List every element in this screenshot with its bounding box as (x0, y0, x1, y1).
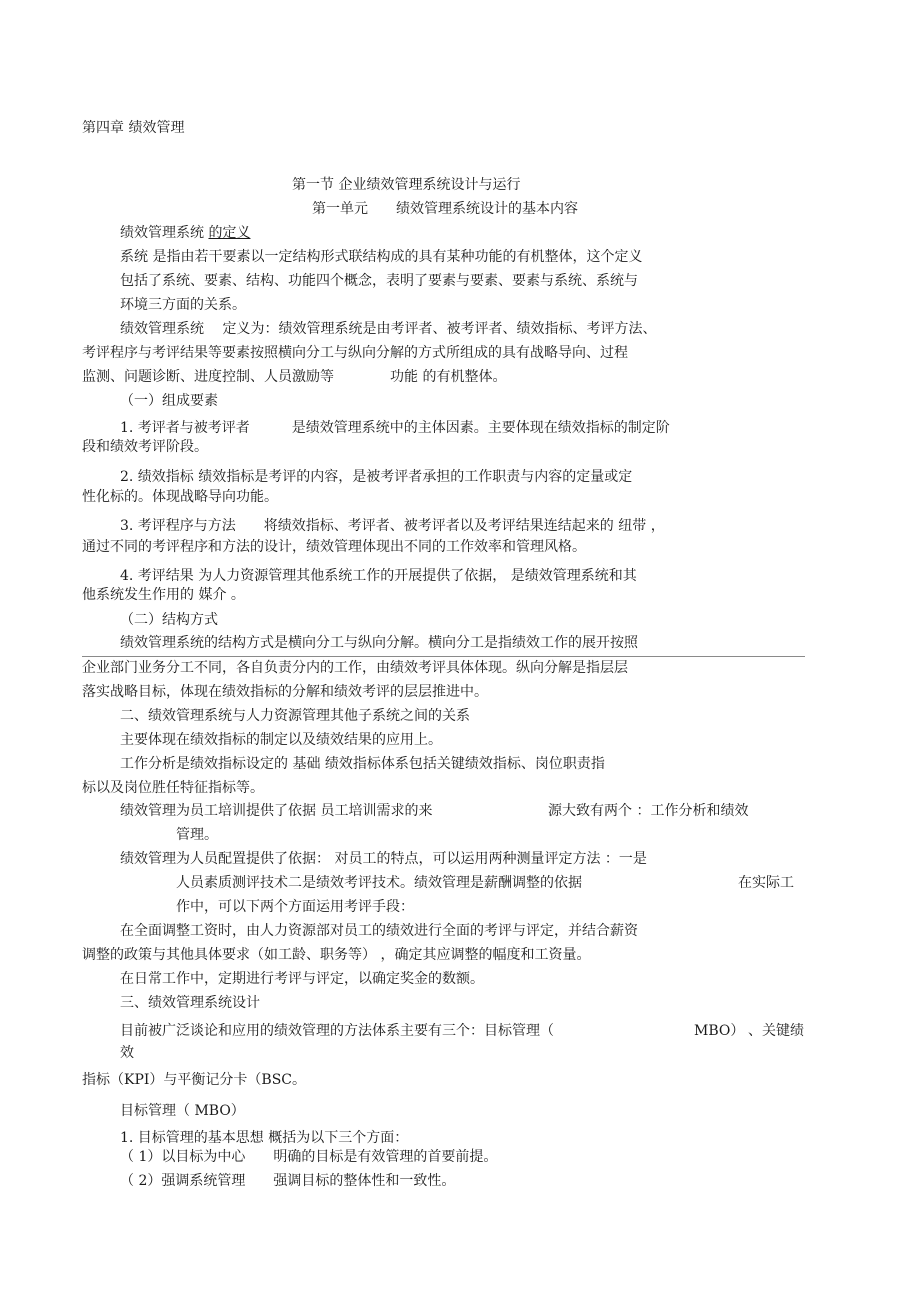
unit-title: 第一单元 绩效管理系统设计的基本内容 (312, 201, 578, 217)
structure-line: 企业部门业务分工不同，各自负责分内的工作，由绩效考评具体体现。纵向分解是指层层 (82, 660, 628, 676)
pm-definition-line: 考评程序与考评结果等要素按照横向分工与纵向分解的方式所组成的具有战略导向、过程 (82, 345, 628, 361)
staffing-line: 人员素质测评技术二是绩效考评技术。绩效管理是薪酬调整的依据 (176, 875, 582, 891)
component-item-line: 性化标的。体现战略导向功能。 (82, 489, 278, 505)
component-item-line: 他系统发生作用的 媒介 。 (82, 587, 245, 603)
salary-line: 在日常工作中，定期进行考评与评定，以确定奖金的数额。 (120, 971, 484, 987)
training-line: 管理。 (176, 827, 218, 843)
relation-line: 标以及岗位胜任特征指标等。 (82, 780, 264, 796)
system-line: 包括了系统、要素、结构、功能四个概念，表明了要素与要素、要素与系统、系统与 (120, 273, 638, 289)
methods-line: 效 (120, 1045, 134, 1061)
definition-heading (120, 224, 250, 242)
chapter-title: 第四章 绩效管理 (82, 120, 185, 136)
design-heading: 三、绩效管理系统设计 (120, 995, 260, 1011)
component-item-line: 段和绩效考评阶段。 (82, 439, 208, 455)
relation-line: 主要体现在绩效指标的制定以及绩效结果的应用上。 (120, 732, 442, 748)
mbo-point-line: （ 1）以目标为中心 明确的目标是有效管理的首要前提。 (120, 1149, 498, 1165)
staffing-line: 作中，可以下两个方面运用考评手段： (176, 899, 414, 915)
methods-line: 目前被广泛谈论和应用的绩效管理的方法体系主要有三个：目标管理（ (120, 1023, 554, 1039)
system-line: 系统 是指由若干要素以一定结构形式联结构成的具有某种功能的有机整体，这个定义 (120, 249, 643, 265)
methods-line: 、关键绩 (748, 1023, 804, 1039)
component-item-line: 2. 绩效指标 绩效指标是考评的内容，是被考评者承担的工作职责与内容的定量或定 (120, 469, 633, 485)
component-item-line: 通过不同的考评程序和方法的设计，绩效管理体现出不同的工作效率和管理风格。 (82, 539, 586, 555)
definition-heading-text: 绩效管理系统 (120, 225, 209, 241)
training-line: 绩效管理为员工培训提供了依据 员工培训需求的来 (120, 803, 433, 819)
salary-line: 调整的政策与其他具体要求（如工龄、职务等） ，确定其应调整的幅度和工资量。 (82, 947, 591, 963)
relation-heading: 二、绩效管理系统与人力资源管理其他子系统之间的关系 (120, 708, 470, 724)
relation-line: 工作分析是绩效指标设定的 基础 绩效指标体系包括关键绩效指标、岗位职责指 (120, 756, 605, 772)
component-item-line: 4. 考评结果 为人力资源管理其他系统工作的开展提供了依据， 是绩效管理系统和其 (120, 568, 637, 584)
component-item-line: 1. 考评者与被考评者 是绩效管理系统中的主体因素。主要体现在绩效指标的制定阶 (120, 420, 670, 436)
methods-line: MBO） (694, 1023, 745, 1039)
structure-line: 绩效管理系统的结构方式是横向分工与纵向分解。横向分工是指绩效工作的展开按照 (120, 635, 638, 651)
mbo-point-line: （ 2）强调系统管理 强调目标的整体性和一致性。 (120, 1173, 456, 1189)
section-title: 第一节 企业绩效管理系统设计与运行 (292, 177, 521, 193)
components-heading: （一）组成要素 (120, 393, 218, 409)
pm-definition-line: 监测、问题诊断、进度控制、人员激励等 功能 的有机整体。 (82, 369, 507, 385)
mbo-idea-line: 1. 目标管理的基本思想 概括为以下三个方面： (120, 1130, 409, 1146)
training-line: 源大致有两个 ：工作分析和绩效 (548, 803, 749, 819)
definition-link[interactable]: 的定义 (208, 225, 251, 241)
component-item-line: 3. 考评程序与方法 将绩效指标、考评者、被考评者以及考评结果连结起来的 纽带 ， (120, 518, 665, 534)
pm-definition-line: 绩效管理系统 定义为：绩效管理系统是由考评者、被考评者、绩效指标、考评方法、 (120, 321, 657, 337)
structure-line: 落实战略目标，体现在绩效指标的分解和绩效考评的层层推进中。 (82, 684, 488, 700)
structure-heading: （二）结构方式 (120, 612, 218, 628)
mbo-heading: 目标管理（ MBO） (120, 1103, 245, 1119)
methods-line: 指标（KPI）与平衡记分卡（BSC。 (82, 1072, 306, 1088)
staffing-line: 在实际工 (738, 875, 794, 891)
system-line: 环境三方面的关系。 (120, 297, 246, 313)
salary-line: 在全面调整工资时，由人力资源部对员工的绩效进行全面的考评与评定，并结合薪资 (120, 923, 638, 939)
staffing-line: 绩效管理为人员配置提供了依据： 对员工的特点，可以运用两种测量评定方法 ：一是 (120, 851, 647, 867)
divider-line (82, 656, 805, 657)
